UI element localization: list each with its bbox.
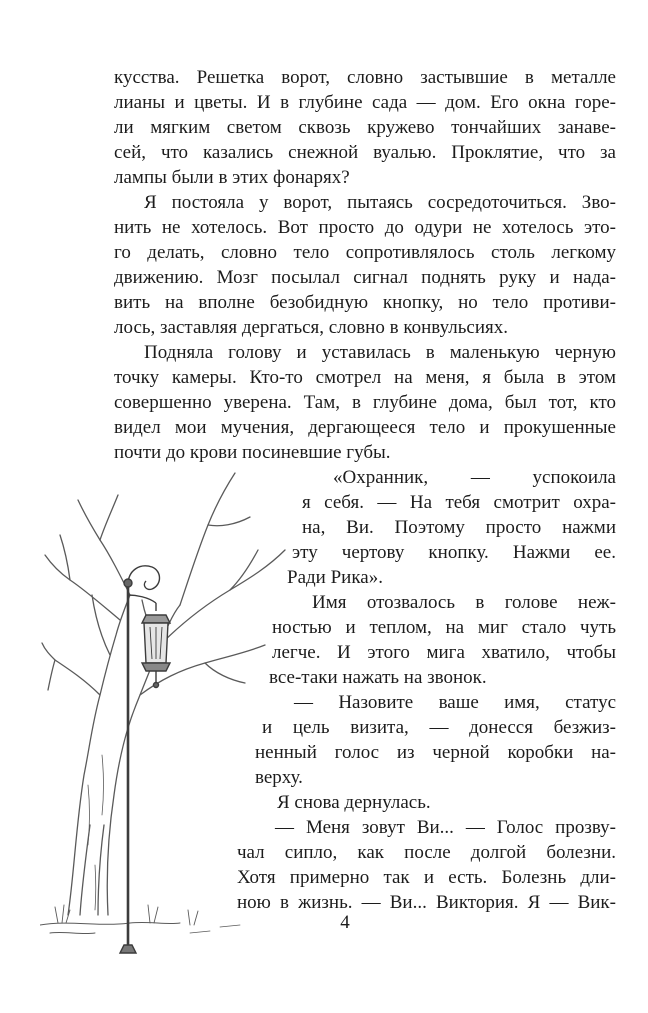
page-number: 4 bbox=[340, 912, 350, 933]
text-line: Ради Рика». bbox=[287, 567, 383, 588]
text-line: эту чертову кнопку. Нажми ее. bbox=[292, 542, 616, 563]
text-line: — Назовите ваше имя, статус bbox=[294, 692, 616, 713]
tree-trunk bbox=[107, 605, 180, 915]
text-line: все-таки нажать на звонок. bbox=[269, 667, 487, 688]
text-line: «Охранник, — успокоила bbox=[333, 467, 616, 488]
text-line: точку камеры. Кто-то смотрел на меня, я была в этом bbox=[114, 367, 616, 388]
text-line: Имя отозвалось в голове неж- bbox=[312, 592, 616, 613]
text-line: — Меня зовут Ви... — Голос прозву- bbox=[275, 817, 616, 838]
text-line: я себя. — На тебя смотрит охра- bbox=[302, 492, 616, 513]
street-lamp bbox=[120, 566, 170, 953]
text-line: Я снова дернулась. bbox=[277, 792, 431, 813]
text-line: ною в жизнь. — Ви... Виктория. Я — Вик- bbox=[237, 892, 616, 913]
tree-branch bbox=[42, 643, 100, 695]
tree-branch bbox=[160, 550, 285, 645]
text-line: вить на вполне безобидную кнопку, но тело противи- bbox=[114, 292, 616, 313]
text-line: Я постояла у ворот, пытаясь сосредоточиться. Зво- bbox=[144, 192, 616, 213]
tree-branch bbox=[180, 473, 235, 605]
text-line: на, Ви. Поэтому просто нажми bbox=[302, 517, 616, 538]
text-line: сей, что казались снежной вуалью. Проклятие, что за bbox=[114, 142, 616, 163]
tree-lamp-illustration bbox=[40, 455, 290, 960]
text-line: нить не хотелось. Вот просто до одури не хотелось это- bbox=[114, 217, 616, 238]
text-line: ностью и теплом, на миг стало чуть bbox=[272, 617, 616, 638]
text-line: движению. Мозг посылал сигнал поднять руку и нада- bbox=[114, 267, 616, 288]
tree-branch bbox=[45, 555, 120, 620]
text-line: Подняла голову и уставилась в маленькую черную bbox=[144, 342, 616, 363]
text-line: совершенно уверена. Там, в глубине дома, был тот, кто bbox=[114, 392, 616, 413]
text-line: легче. И этого мига хватило, чтобы bbox=[272, 642, 616, 663]
text-line: лось, заставляя дергаться, словно в конвульсиях. bbox=[114, 317, 508, 338]
text-line: лианы и цветы. И в глубине сада — дом. Его окна горе- bbox=[114, 92, 616, 113]
text-line: видел мои мучения, дергающееся тело и прокушенные bbox=[114, 417, 616, 438]
text-line: чал сипло, как после долгой болезни. bbox=[237, 842, 616, 863]
text-line: почти до крови посиневшие губы. bbox=[114, 442, 391, 463]
text-line: верху. bbox=[255, 767, 303, 788]
text-line: лампы были в этих фонарях? bbox=[114, 167, 350, 188]
text-line: ли мягким светом сквозь кружево тончайших занаве- bbox=[114, 117, 616, 138]
tree-branch bbox=[78, 500, 130, 595]
text-line: го делать, словно тело сопротивлялось столь легкому bbox=[114, 242, 616, 263]
text-line: ненный голос из черной коробки на- bbox=[255, 742, 616, 763]
text-line: Хотя примерно так и есть. Болезнь дли- bbox=[237, 867, 616, 888]
text-line: кусства. Решетка ворот, словно застывшие в металле bbox=[114, 67, 616, 88]
text-line: и цель визита, — донесся безжиз- bbox=[262, 717, 616, 738]
